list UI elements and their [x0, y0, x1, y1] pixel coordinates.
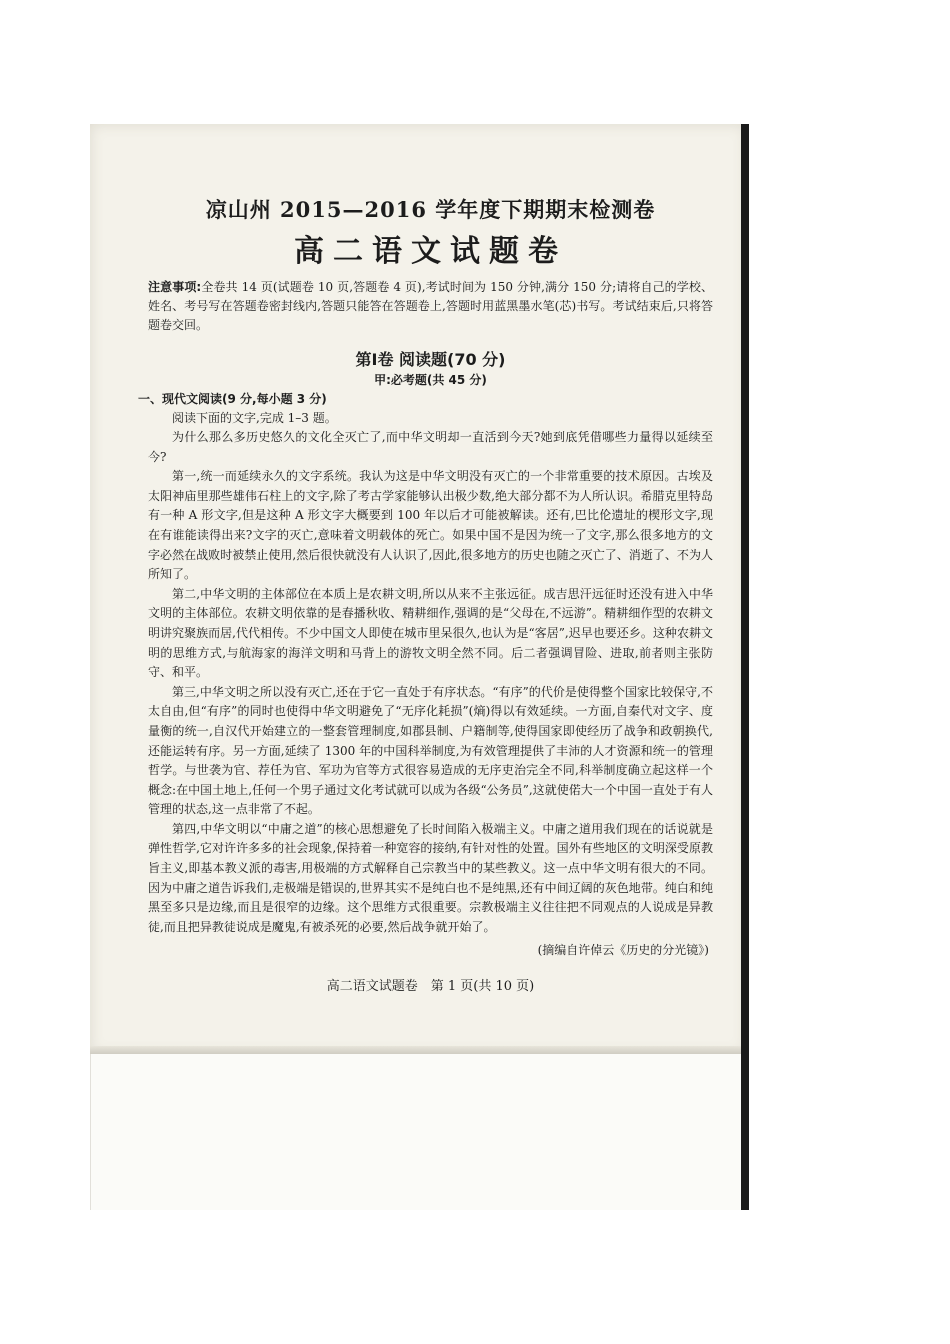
page-footer: 高二语文试题卷 第 1 页(共 10 页) [326, 979, 535, 994]
scanner-edge-line [741, 124, 749, 1210]
section-subtitle: 甲:必考题(共 45 分) [374, 373, 487, 387]
scanner-bed-area [90, 1054, 745, 1210]
passage-paragraph: 第一,统一而延续永久的文字系统。我认为这是中华文明没有灭亡的一个非常重要的技术原因。古埃及太阳神庙里那些雄伟石柱上的文字,除了考古学家能够认出极少数,绝大部分都不为人所认识。希腊克里特岛有一种 A 形文字,但是这种 A 形文字大概要到 100 年以后才可能被解读。还有,巴比伦遗址的楔形文字,现在有谁能读得出来?文字的灭亡,意味着文明载体的死亡。如果中国不是因为统一了文字,那么很多地方的文字必然在战败时被禁止使用,然后很快就没有人认识了,因此,很多地方的历史也随之灭亡了、消逝了、不为人所知了。 [148, 469, 713, 582]
exam-title: 凉山州 2015—2016 学年度下期期末检测卷 [205, 197, 656, 222]
exam-page [138, 184, 713, 958]
passage-paragraph: 第四,中华文明以“中庸之道”的核心思想避免了长时间陷入极端主义。中庸之道用我们现在的话说就是弹性哲学,它对许许多多的社会现象,保持着一种宽容的接纳,有针对性的处置。国外有些地区的文明深受原教旨主义,即基本教义派的毒害,用极端的方式解释自己宗教当中的某些教义。这一点中华文明有很大的不同。因为中庸之道告诉我们,走极端是错误的,世界其实不是纯白也不是纯黑,还有中间辽阔的灰色地带。纯白和纯黑至多只是边缘,而且是很窄的边缘。这个思维方式很重要。宗教极端主义往往把不同观点的人说成是异教徒,而且把异教徒说成是魔鬼,有被杀死的必要,然后战争就开始了。 [148, 821, 713, 934]
exam-notice [148, 278, 713, 335]
exam-subject-title: 高二语文试题卷 [294, 234, 567, 269]
notice-text: 全卷共 14 页(试题卷 10 页,答题卷 4 页),考试时间为 150 分钟,满分 150 分;请将自己的学校、姓名、考号写在答题卷密封线内,答题只能答在答题卷上,答题时用蓝黑墨水笔(芯)书写。考试结束后,只将答题卷交回。 [148, 280, 713, 332]
section-title: 第Ⅰ卷 阅读题(70 分) [355, 350, 506, 369]
passage-paragraph: 第三,中华文明之所以没有灭亡,还在于它一直处于有序状态。“有序”的代价是使得整个国家比较保守,不太自由,但“有序”的同时也使得中华文明避免了“无序化耗损”(熵)得以有效延续。一方面,自秦代对文字、度量衡的统一,自汉代开始建立的一整套管理制度,如郡县制、户籍制等,使得国家即使经历了战争和政朝换代,还能运转有序。另一方面,延续了 1300 年的中国科举制度,为有效管理提供了丰沛的人才资源和统一的管理哲学。与世袭为官、荐任为官、军功为官等方式很容易造成的无序吏治完全不同,科举制度确立起这样一个概念:在中国土地上,任何一个男子通过文化考试就可以成为各级“公务员”,这就使偌大一个中国一直处于有人管理的状态,这一点非常了不起。 [148, 684, 713, 817]
question-heading: 一、现代文阅读(9 分,每小题 3 分) [138, 392, 327, 406]
passage-paragraph: 为什么那么多历史悠久的文化全灭亡了,而中华文明却一直活到今天?她到底凭借哪些力量得以延续至今? [148, 430, 713, 464]
passage-source: (摘编自许倬云《历史的分光镜》) [537, 943, 709, 958]
notice-label: 注意事项: [148, 280, 202, 294]
question-instruction: 阅读下面的文字,完成 1–3 题。 [172, 411, 337, 425]
passage-paragraph: 第二,中华文明的主体部位在本质上是农耕文明,所以从来不主张远征。成吉思汗远征时还没有进入中华文明的主体部位。农耕文明依靠的是春播秋收、精耕细作,强调的是“父母在,不远游”。精耕细作型的农耕文明讲究聚族而居,代代相传。不少中国文人即使在城市里呆很久,也认为是“客居”,迟早也要还乡。这种农耕文明的思维方式,与航海家的海洋文明和马背上的游牧文明全然不同。后二者强调冒险、进取,前者则主张防守、和平。 [148, 586, 713, 680]
